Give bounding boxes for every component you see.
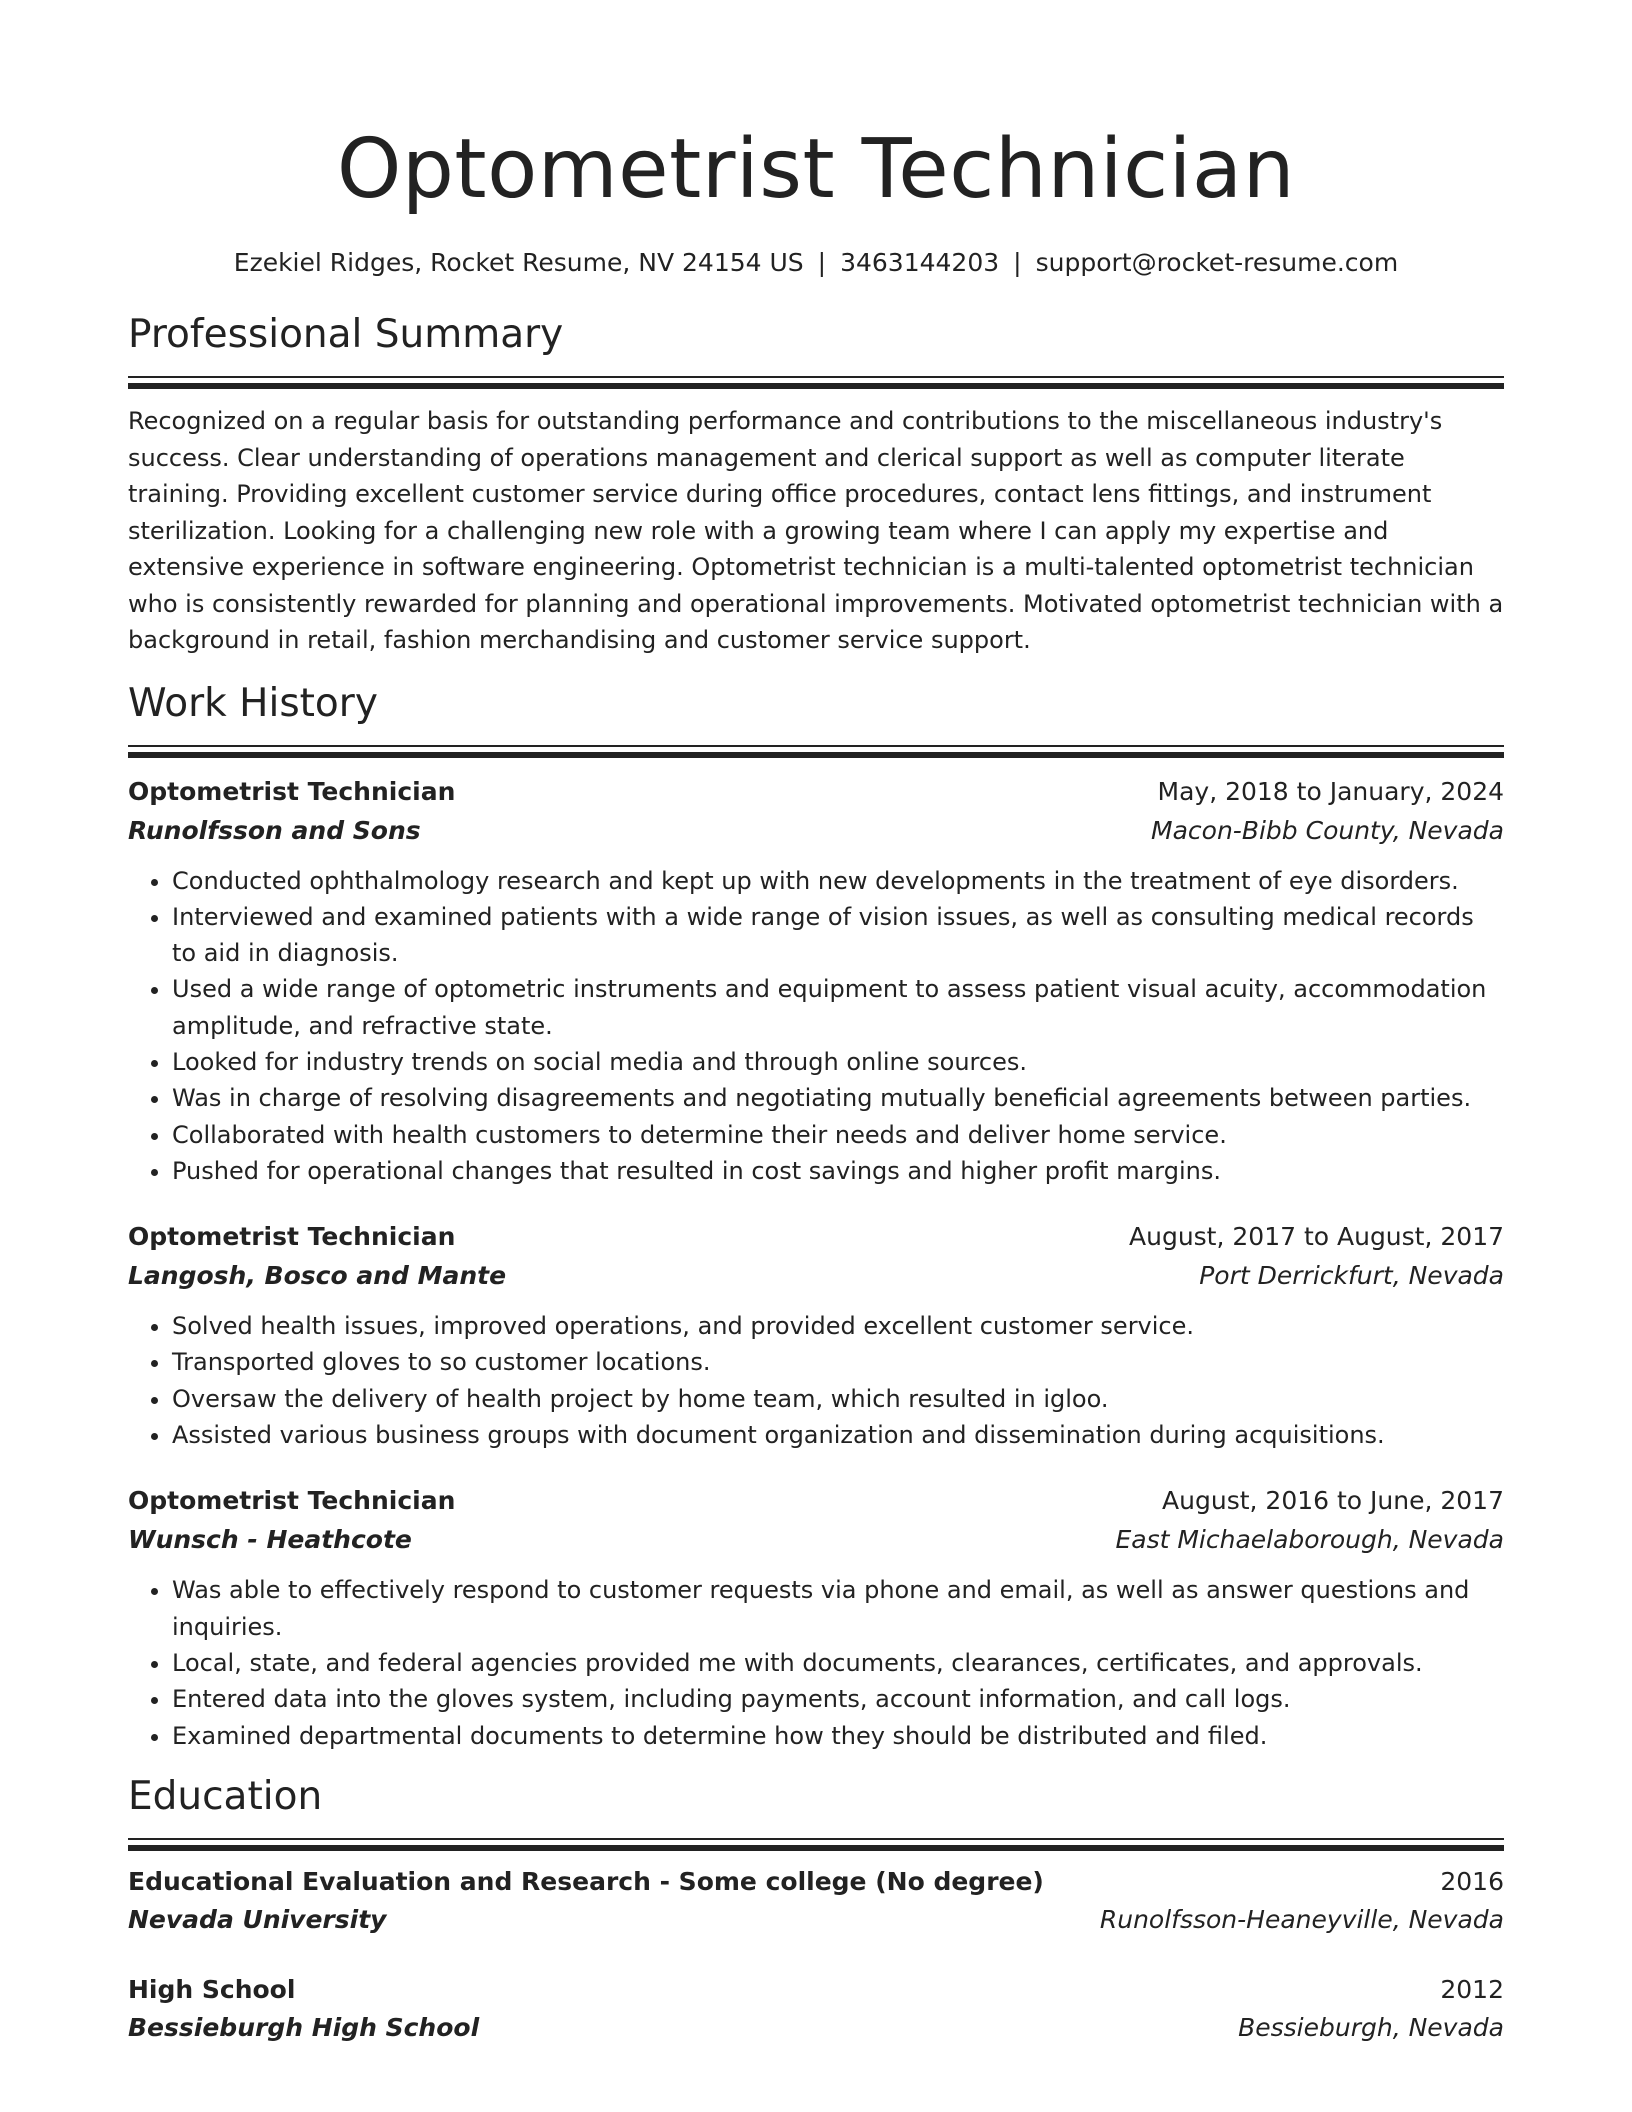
education-entry	[128, 1863, 1504, 1939]
job-entry	[128, 1481, 1504, 1753]
job-header-row	[128, 1481, 1504, 1521]
job-header-row	[128, 772, 1504, 812]
education-header-row	[128, 1863, 1504, 1901]
job-role: Optometrist Technician	[128, 1486, 456, 1516]
job-company: Runolfsson and Sons	[128, 815, 421, 845]
job-location: East Michaelaborough, Nevada	[1115, 1525, 1504, 1555]
contact-address: Ezekiel Ridges, Rocket Resume, NV 24154 US	[233, 248, 804, 277]
education-school: Bessieburgh High School	[128, 2012, 480, 2042]
job-bullet: • Collaborated with health customers to determine their needs and deliver home service.	[172, 1117, 1504, 1153]
job-bullet: • Was able to effectively respond to customer requests via phone and email, as well as answer questions and inquiries.	[172, 1572, 1504, 1645]
contact-phone: 3463144203	[840, 248, 1000, 277]
job-bullet: • Looked for industry trends on social media and through online sources.	[172, 1044, 1504, 1080]
job-bullet: • Local, state, and federal agencies provided me with documents, clearances, certificates, and approvals.	[172, 1645, 1504, 1681]
section-divider	[128, 1838, 1504, 1851]
job-company: Wunsch - Heathcote	[128, 1525, 412, 1555]
job-bullets	[128, 863, 1504, 1190]
contact-line	[128, 246, 1504, 280]
education-school: Nevada University	[128, 1904, 387, 1934]
work-history-section	[128, 679, 1504, 1754]
education-school-row	[128, 1901, 1504, 1939]
contact-separator: |	[1013, 248, 1022, 277]
job-entry	[128, 772, 1504, 1190]
job-company: Langosh, Bosco and Mante	[128, 1261, 507, 1291]
education-year: 2016	[1440, 1866, 1504, 1896]
resume-title: Optometrist Technician	[336, 122, 1296, 217]
job-bullet: • Interviewed and examined patients with a wide range of vision issues, as well as consulting medical records to aid in diagnosis.	[172, 899, 1504, 972]
education-location: Bessieburgh, Nevada	[1238, 2012, 1504, 2042]
education-year: 2012	[1440, 1974, 1504, 2004]
summary-text: Recognized on a regular basis for outstanding performance and contributions to the miscellaneous industry's success. Clear understanding of operations management and clerical support as well as computer literate training. Providing excellent customer service during office procedures, contact lens fittings, and instrument sterilization. Looking for a challenging new role with a growing team where I can apply my expertise and extensive experience in software engineering. Optometrist technician is a multi-talented optometrist technician who is consistently rewarded for planning and operational improvements. Motivated optometrist technician with a background in retail, fashion merchandising and customer service support.	[128, 407, 1504, 654]
education-degree: High School	[128, 1974, 296, 2004]
job-company-row	[128, 812, 1504, 850]
education-entry	[128, 1971, 1504, 2047]
job-bullet: • Used a wide range of optometric instruments and equipment to assess patient visual acuity, accommodation amplitude, and refractive state.	[172, 971, 1504, 1044]
job-bullet: • Conducted ophthalmology research and kept up with new developments in the treatment of eye disorders.	[172, 863, 1504, 899]
job-company-row	[128, 1521, 1504, 1559]
contact-email: support@rocket-resume.com	[1035, 248, 1399, 277]
education-header-row	[128, 1971, 1504, 2009]
job-dates: August, 2017 to August, 2017	[1129, 1222, 1504, 1252]
education-section	[128, 1772, 1504, 2047]
job-bullet: • Transported gloves to so customer locations.	[172, 1344, 1504, 1380]
job-bullet: • Was in charge of resolving disagreements and negotiating mutually beneficial agreements between parties.	[172, 1080, 1504, 1116]
job-bullet: • Examined departmental documents to determine how they should be distributed and filed.	[172, 1718, 1504, 1754]
section-heading-education: Education	[128, 1773, 323, 1819]
job-role: Optometrist Technician	[128, 1222, 456, 1252]
section-heading-summary: Professional Summary	[128, 312, 564, 357]
section-divider	[128, 745, 1504, 758]
job-company-row	[128, 1257, 1504, 1295]
job-bullet: • Oversaw the delivery of health project by home team, which resulted in igloo.	[172, 1381, 1504, 1417]
job-location: Port Derrickfurt, Nevada	[1199, 1261, 1504, 1291]
job-dates: May, 2018 to January, 2024	[1157, 776, 1504, 806]
job-bullet: • Assisted various business groups with document organization and dissemination during acquisitions.	[172, 1417, 1504, 1453]
education-school-row	[128, 2009, 1504, 2047]
job-dates: August, 2016 to June, 2017	[1162, 1486, 1504, 1516]
education-location: Runolfsson-Heaneyville, Nevada	[1099, 1904, 1504, 1934]
contact-separator: |	[817, 248, 827, 277]
job-bullet: • Entered data into the gloves system, including payments, account information, and call logs.	[172, 1681, 1504, 1717]
job-role: Optometrist Technician	[128, 776, 456, 806]
job-bullets	[128, 1572, 1504, 1753]
job-bullets	[128, 1308, 1504, 1453]
section-divider	[128, 376, 1504, 389]
job-location: Macon-Bibb County, Nevada	[1151, 815, 1504, 845]
job-header-row	[128, 1217, 1504, 1257]
section-heading-work-history: Work History	[128, 680, 378, 726]
summary-section	[128, 310, 1504, 659]
job-bullet: • Pushed for operational changes that resulted in cost savings and higher profit margins.	[172, 1153, 1504, 1189]
job-entry	[128, 1217, 1504, 1453]
education-degree: Educational Evaluation and Research - Some college (No degree)	[128, 1866, 1044, 1896]
job-bullet: • Solved health issues, improved operations, and provided excellent customer service.	[172, 1308, 1504, 1344]
